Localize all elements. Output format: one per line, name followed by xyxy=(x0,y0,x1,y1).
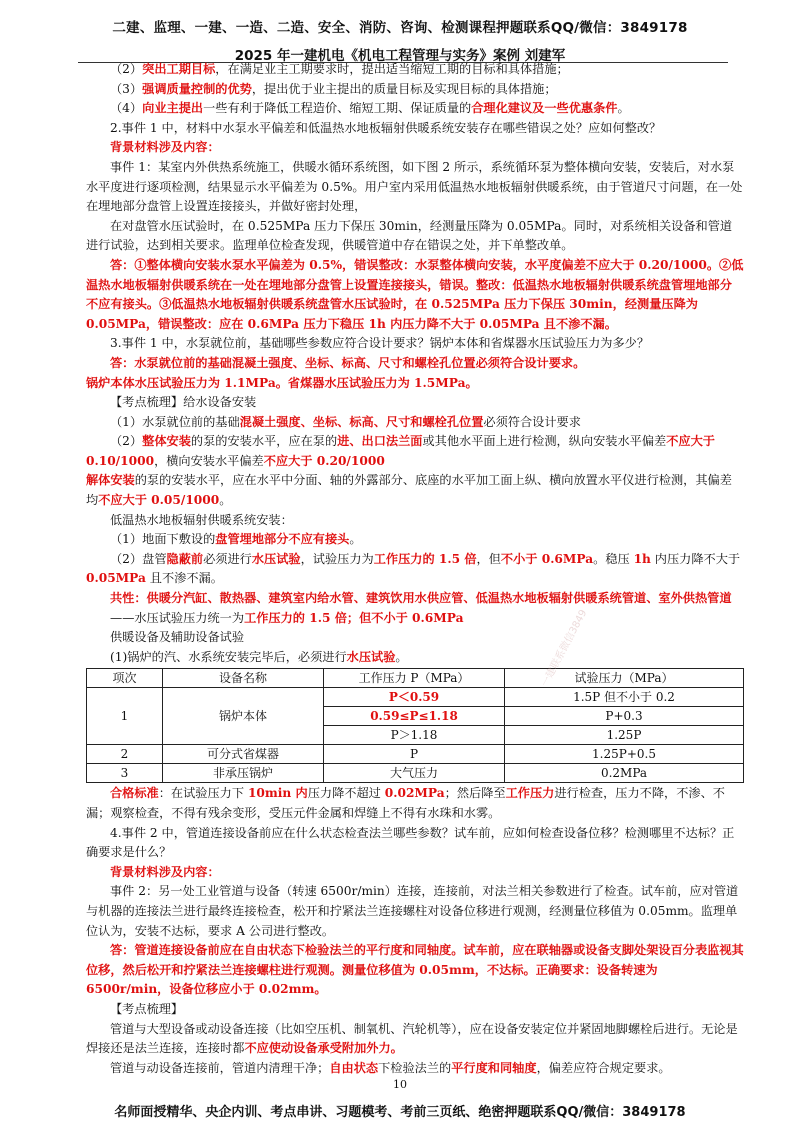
table-cell: 3 xyxy=(87,764,163,783)
equipment-test-heading: 供暖设备及辅助设备试验 xyxy=(110,630,245,645)
question-2: 2.事件 1 中，材料中水泵水平偏差和低温热水地板辐射供暖系统安装存在哪些错误之处？应如何整改？ xyxy=(110,120,662,135)
table-cell: P+0.3 xyxy=(505,707,744,726)
table-cell: 大气压力 xyxy=(324,764,505,783)
table-header-row xyxy=(87,669,744,688)
question-3: 3.事件 1 中，水泵就位前，基础哪些参数应符合设计要求？锅炉本体和省煤器水压试验压力为多少？ xyxy=(110,336,650,351)
key-point-2: （2）整体安装的泵的安装水平，应在泵的进、出口法兰面或其他水平面上进行检测，纵向安装水平偏差不应大于 0.10/1000，横向安装水平偏差不应大于 0.20/1000 xyxy=(86,434,715,468)
event-2-text: 事件 2：另一处工业管道与设备（转速 6500r/min）连接，连接前，对法兰相关参数进行了检查。试车前，应对管道与机器的连接法兰进行最终连接检查，松开和拧紧法兰连接螺柱对设备位移进行观测，经测量位移值为 0.05mm。监理单位认为，安装不达标，要求 A 公司进行整改。 xyxy=(86,884,739,938)
key-point-3: 解体安装的泵的安装水平，应在水平中分面、轴的外露部分、底座的水平加工面上纵、横向放置水平仪进行检测，其偏差均不应大于 0.05/1000。 xyxy=(86,473,732,508)
header-cell: 设备名称 xyxy=(163,669,324,688)
page-content xyxy=(86,60,744,1078)
key-point-1: （1）水泵就位前的基础混凝土强度、坐标、标高、尺寸和螺栓孔位置必须符合设计要求 xyxy=(110,414,581,429)
key-points-heading-1: 【考点梳理】给水设备安装 xyxy=(110,395,257,410)
document-title: 2025 年一建机电《机电工程管理与实务》案例 刘建军 xyxy=(234,48,566,64)
table-cell: 可分式省煤器 xyxy=(163,745,324,764)
table-cell: 2 xyxy=(87,745,163,764)
answer-3-b: 锅炉本体水压试验压力为 1.1MPa。省煤器水压试验压力为 1.5MPa。 xyxy=(86,375,478,390)
table-row xyxy=(87,688,744,707)
table-cell: P＜0.59 xyxy=(324,688,505,707)
background-heading-1: 背景材料涉及内容： xyxy=(110,140,220,155)
event-1-text: 事件 1：某室内外供热系统施工，供暖水循环系统图，如下图 2 所示，系统循环泵为整体横向安装，安装后，对水泵水平度进行逐项检测，结果显示水平偏差为 0.5%。用户室内采用低温热水地板辐射供暖系统，由于管道尺寸问题，在一处在埋地部分盘管上设置连接接头，并做好密封处理， xyxy=(86,159,743,214)
point-4: （4）向业主提出一些有利于降低工程造价、缩短工期、保证质量的合理化建议及一些优惠条件。 xyxy=(110,101,630,116)
header-cell: 项次 xyxy=(87,669,163,688)
table-cell: 0.59≤P≤1.18 xyxy=(324,707,505,726)
pass-standard: 合格标准：在试验压力下 10min 内压力降不超过 0.02MPa；然后降至工作压力进行检查，压力不降，不渗、不漏；观察检查，不得有残余变形，受压元件金属和焊缝上不得有水珠和水雾。 xyxy=(86,786,725,820)
table-row xyxy=(87,745,744,764)
table-cell: 锅炉本体 xyxy=(163,688,324,745)
pressure-rule: ——水压试验压力统一为工作压力的 1.5 倍；但不小于 0.6MPa xyxy=(110,610,464,625)
boiler-test-note: (1)锅炉的汽、水系统安装完毕后，必须进行水压试验。 xyxy=(110,649,408,664)
table-cell: 1.25P+0.5 xyxy=(505,745,744,764)
common-rule: 共性：供暖分汽缸、散热器、建筑室内给水管、建筑饮用水供应管、低温热水地板辐射供暖系统管道、室外供热管道 xyxy=(110,591,732,606)
top-banner: 二建、监理、一建、一造、二造、安全、消防、咨询、检测课程押题联系QQ/微信：3849178 xyxy=(112,20,688,36)
bottom-banner: 名师面授精华、央企内训、考点串讲、习题模考、考前三页纸、绝密押题联系QQ/微信：3849178 xyxy=(114,1105,686,1120)
table-cell: P＞1.18 xyxy=(324,726,505,745)
event-1-text-2: 在对盘管水压试验时，在 0.525MPa 压力下保压 30min，经测量压降为 0.05MPa。同时，对系统相关设备和管道进行试验，达到相关要求。监理单位检查发现，供暖管道中存在错误之处，并下单整改单。 xyxy=(86,218,733,253)
floor-heating-heading: 低温热水地板辐射供暖系统安装： xyxy=(110,512,293,527)
table-cell: 0.2MPa xyxy=(505,764,744,783)
table-cell: 1.5P 但不小于 0.2 xyxy=(505,688,744,707)
floor-heating-point-1: （1）地面下敷设的盘管埋地部分不应有接头。 xyxy=(110,532,362,547)
answer-3-a: 答：水泵就位前的基础混凝土强度、坐标、标高、尺寸和螺栓孔位置必须符合设计要求。 xyxy=(110,355,586,370)
table-cell: 1 xyxy=(87,688,163,745)
answer-2: 答：①整体横向安装水泵水平偏差为 0.5%，错误整改：水泵整体横向安装，水平度偏差不应大于 0.20/1000。②低温热水地板辐射供暖系统在一处在埋地部分盘管上设置连接接头，错误。整改：低温热水地板辐射供暖系统盘管埋地部分不应有接头。③低温热水地板辐射供暖系统盘管水压试验时，在 0.525MPa 压力下保压 30min，经测量压降为 0.05MPa，错误整改：应在 0.6MPa 压力下稳压 1h 内压力降不大于 0.05MPa 且不渗不漏。 xyxy=(86,257,744,331)
question-4: 4.事件 2 中，管道连接设备前应在什么状态检查法兰哪些参数？试车前，应如何检查设备位移？检测哪里不达标？正确要求是什么？ xyxy=(86,825,735,860)
answer-4: 答：管道连接设备前应在自由状态下检验法兰的平行度和同轴度。试车前，应在联轴器或设备支脚处架设百分表监视其位移，然后松开和拧紧法兰连接螺柱进行观测。测量位移值为 0.05mm，不达标。正确要求：设备转速为 6500r/min，设备位移应小于 0.02mm。 xyxy=(86,943,744,997)
table-cell: 非承压锅炉 xyxy=(163,764,324,783)
table-cell: 1.25P xyxy=(505,726,744,745)
key-point-pipe-2: 管道与动设备连接前，管道内清理干净；自由状态下检验法兰的平行度和同轴度，偏差应符合规定要求。 xyxy=(110,1060,671,1075)
table-row xyxy=(87,764,744,783)
background-heading-2: 背景材料涉及内容： xyxy=(110,864,220,879)
page-number: 10 xyxy=(393,1078,407,1091)
table-cell: P xyxy=(324,745,505,764)
floor-heating-point-2: （2）盘管隐蔽前必须进行水压试验，试验压力为工作压力的 1.5 倍，但不小于 0.6MPa。稳压 1h 内压力降不大于 0.05MPa 且不渗不漏。 xyxy=(86,551,741,586)
point-3: （3）强调质量控制的优势，提出优于业主提出的质量目标及实现目标的具体措施； xyxy=(110,81,557,96)
header-cell: 工作压力 P（MPa） xyxy=(324,669,505,688)
boiler-test-table xyxy=(86,668,744,783)
watermark: 一建联系微信3849 xyxy=(539,608,590,689)
key-points-heading-2: 【考点梳理】 xyxy=(110,1001,184,1016)
point-2: （2）突出工期目标，在满足业主工期要求时，提出适当缩短工期的目标和具体措施； xyxy=(110,62,569,76)
header-cell: 试验压力（MPa） xyxy=(505,669,744,688)
key-point-pipe-1: 管道与大型设备或动设备连接（比如空压机、制氧机、汽轮机等），应在设备安装定位并紧固地脚螺栓后进行。无论是焊接还是法兰连接，连接时都不应使动设备承受附加外力。 xyxy=(86,1021,738,1056)
